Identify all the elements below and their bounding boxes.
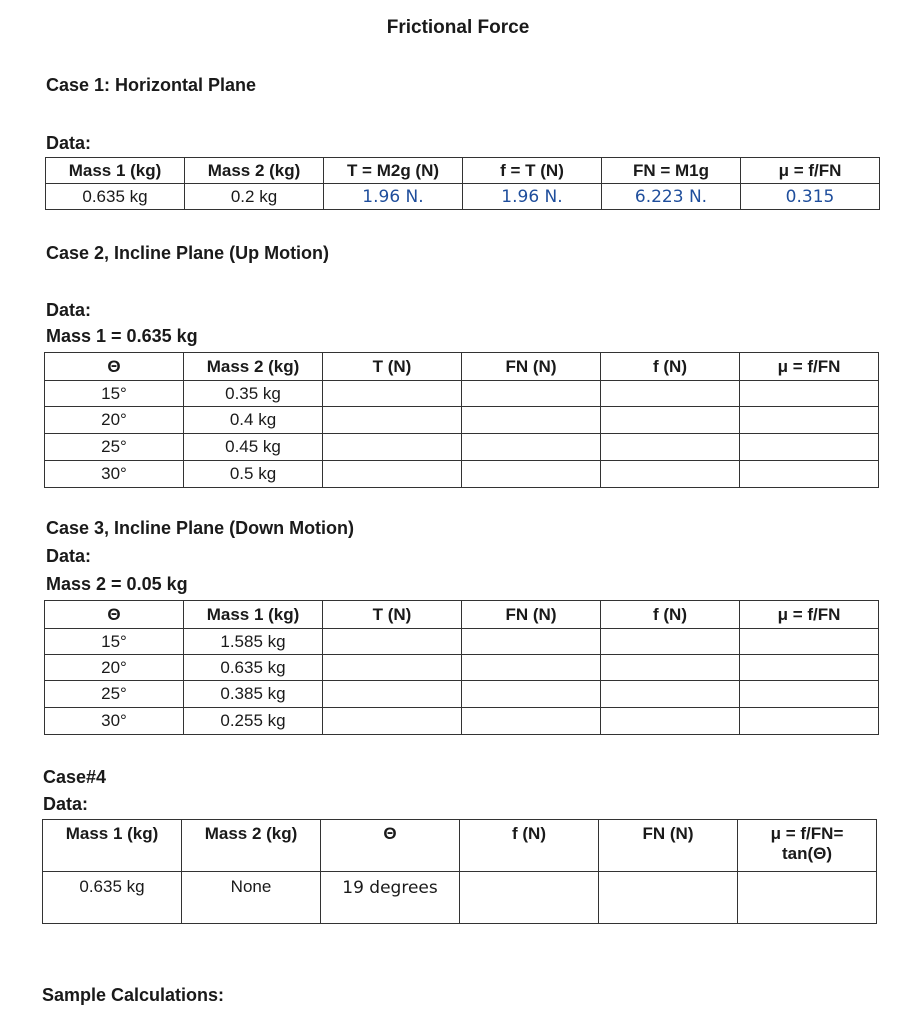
table-cell <box>460 872 599 924</box>
table-cell <box>601 434 740 461</box>
table-cell: 0.255 kg <box>184 708 323 735</box>
table-cell <box>599 872 738 924</box>
table-cell: 0.315 <box>741 184 880 210</box>
table-row <box>45 407 879 434</box>
table-header-row <box>46 158 880 184</box>
case1-table <box>45 157 880 210</box>
sample-calculations-heading: Sample Calculations: <box>42 985 225 1005</box>
table-cell <box>740 407 879 434</box>
table-cell <box>323 381 462 407</box>
table-cell <box>601 381 740 407</box>
table-cell <box>740 381 879 407</box>
table-cell <box>740 655 879 681</box>
header-cell: Mass 1 (kg) <box>184 601 323 629</box>
table-row <box>45 461 879 488</box>
table-cell <box>462 629 601 655</box>
header-cell: Θ <box>45 601 184 629</box>
table-row <box>45 655 879 681</box>
header-cell: FN = M1g <box>602 158 741 184</box>
case2-heading: Case 2, Incline Plane (Up Motion) <box>46 243 330 263</box>
table-cell <box>740 461 879 488</box>
case1-data-label: Data: <box>46 133 92 153</box>
table-cell: 1.585 kg <box>184 629 323 655</box>
table-row <box>45 708 879 735</box>
table-row <box>46 184 880 210</box>
table-cell: 15° <box>45 381 184 407</box>
table-cell <box>462 407 601 434</box>
table-cell: 6.223 N. <box>602 184 741 210</box>
table-cell: 0.385 kg <box>184 681 323 708</box>
table-cell <box>323 629 462 655</box>
table-cell: 0.4 kg <box>184 407 323 434</box>
table-cell <box>462 461 601 488</box>
table-cell: 20° <box>45 407 184 434</box>
case3-heading: Case 3, Incline Plane (Down Motion) <box>46 518 355 538</box>
table-header-row <box>45 353 879 381</box>
header-cell: Mass 2 (kg) <box>184 353 323 381</box>
table-cell <box>323 708 462 735</box>
table-cell: 0.635 kg <box>46 184 185 210</box>
header-cell: f (N) <box>601 353 740 381</box>
table-cell <box>462 434 601 461</box>
table-cell: 20° <box>45 655 184 681</box>
case4-data-label: Data: <box>43 794 89 814</box>
case2-mass-label: Mass 1 = 0.635 kg <box>46 326 198 346</box>
table-cell: 0.35 kg <box>184 381 323 407</box>
table-cell <box>740 434 879 461</box>
table-cell <box>323 407 462 434</box>
header-cell: f = T (N) <box>463 158 602 184</box>
header-cell: Mass 2 (kg) <box>185 158 324 184</box>
table-cell <box>601 708 740 735</box>
table-cell <box>462 655 601 681</box>
table-cell <box>323 681 462 708</box>
table-cell: 25° <box>45 681 184 708</box>
header-cell: Mass 1 (kg) <box>46 158 185 184</box>
table-cell: 15° <box>45 629 184 655</box>
table-cell <box>740 681 879 708</box>
table-row <box>43 872 877 924</box>
header-cell: FN (N) <box>599 820 738 872</box>
header-cell: FN (N) <box>462 353 601 381</box>
table-cell: 0.2 kg <box>185 184 324 210</box>
table-row <box>45 434 879 461</box>
header-cell: μ = f/FN <box>740 601 879 629</box>
table-header-row <box>43 820 877 872</box>
table-cell <box>462 381 601 407</box>
header-cell: f (N) <box>460 820 599 872</box>
table-cell: 30° <box>45 708 184 735</box>
table-cell <box>323 434 462 461</box>
header-cell: Θ <box>45 353 184 381</box>
table-cell <box>601 407 740 434</box>
case2-data-label: Data: <box>46 300 92 320</box>
table-cell <box>738 872 877 924</box>
table-cell <box>601 629 740 655</box>
table-cell <box>323 461 462 488</box>
table-cell <box>323 655 462 681</box>
header-cell: μ = f/FN <box>741 158 880 184</box>
table-row <box>45 681 879 708</box>
table-cell <box>740 629 879 655</box>
header-cell: Mass 2 (kg) <box>182 820 321 872</box>
table-cell <box>601 655 740 681</box>
header-cell: T (N) <box>323 353 462 381</box>
table-cell: 25° <box>45 434 184 461</box>
table-cell: 1.96 N. <box>463 184 602 210</box>
table-header-row <box>45 601 879 629</box>
table-cell: 19 degrees <box>321 872 460 924</box>
table-cell: 0.635 kg <box>43 872 182 924</box>
header-cell: μ = f/FN <box>740 353 879 381</box>
header-cell: Θ <box>321 820 460 872</box>
table-cell <box>601 681 740 708</box>
table-cell: 1.96 N. <box>324 184 463 210</box>
case3-data-label: Data: <box>46 546 92 566</box>
case4-table <box>42 819 877 924</box>
header-cell: f (N) <box>601 601 740 629</box>
header-cell: T (N) <box>323 601 462 629</box>
case1-heading: Case 1: Horizontal Plane <box>46 75 257 95</box>
header-cell: T = M2g (N) <box>324 158 463 184</box>
table-cell <box>601 461 740 488</box>
case2-table <box>44 352 879 488</box>
header-cell: Mass 1 (kg) <box>43 820 182 872</box>
header-cell: FN (N) <box>462 601 601 629</box>
table-cell <box>462 708 601 735</box>
case4-heading: Case#4 <box>43 767 107 787</box>
table-row <box>45 381 879 407</box>
table-cell: 0.45 kg <box>184 434 323 461</box>
table-row <box>45 629 879 655</box>
table-cell: 30° <box>45 461 184 488</box>
table-cell <box>740 708 879 735</box>
table-cell: 0.5 kg <box>184 461 323 488</box>
header-cell: μ = f/FN= tan(Θ) <box>738 820 877 872</box>
table-cell: None <box>182 872 321 924</box>
case3-mass-label: Mass 2 = 0.05 kg <box>46 574 188 594</box>
table-cell <box>462 681 601 708</box>
table-cell: 0.635 kg <box>184 655 323 681</box>
page-title: Frictional Force <box>386 17 530 38</box>
case3-table <box>44 600 879 735</box>
